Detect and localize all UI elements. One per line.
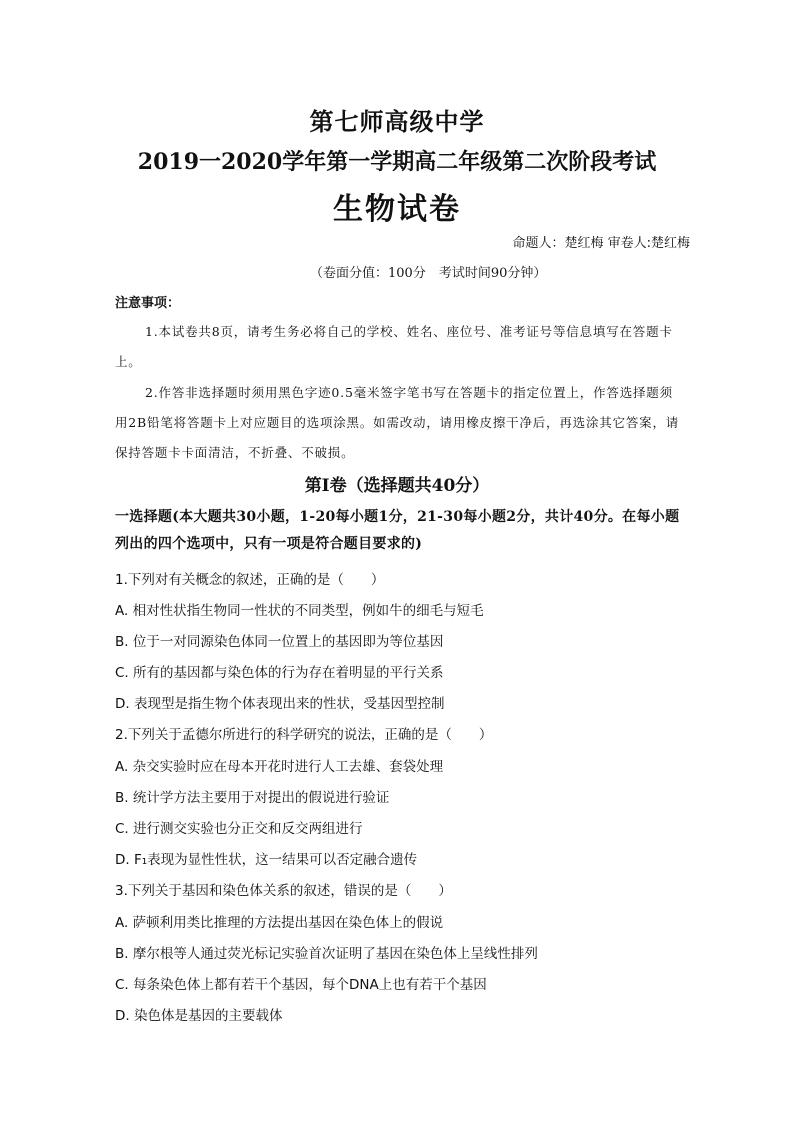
question-stem: 2.下列关于孟德尔所进行的科学研究的说法，正确的是（ ）	[115, 727, 493, 743]
exam-title: 2019一2020学年第一学期高二年级第二次阶段考试	[137, 149, 657, 175]
score-info: （卷面分值：100分 考试时间90分钟）	[310, 266, 547, 281]
notice-item-1: 1.本试卷共8页，请考生务必将自己的学校、姓名、座位号、准考证号等信息填写在答题卡上。	[115, 324, 673, 369]
question-option: D. F₁表现为显性性状，这一结果可以否定融合遗传	[115, 852, 418, 868]
part-title: 第Ⅰ卷（选择题共40分）	[304, 476, 490, 496]
question-option: D. 表现型是指生物个体表现出来的性状，受基因型控制	[115, 696, 445, 712]
question-stem: 3.下列关于基因和染色体关系的叙述，错误的是（ ）	[115, 883, 452, 899]
notice-title: 注意事项：	[115, 296, 181, 311]
question-option: C. 进行测交实验也分正交和反交两组进行	[115, 821, 363, 837]
question-stem: 1.下列对有关概念的叙述，正确的是（ ）	[115, 572, 385, 588]
notice-item-2: 2.作答非选择题时须用黑色字迹0.5毫米签字笔书写在答题卡的指定位置上，作答选择题须用2B铅笔将答题卡上对应题目的选项涂黑。如需改动，请用橡皮擦干净后，再选涂其它答案，请保持答题卡卡面清洁，不折叠、不破损。	[115, 385, 680, 460]
question-option: A. 杂交实验时应在母本开花时进行人工去雄、套袋处理	[115, 759, 444, 775]
school-name: 第七师高级中学	[309, 107, 485, 136]
question-option: B. 位于一对同源染色体同一位置上的基因即为等位基因	[115, 634, 444, 650]
question-option: D. 染色体是基因的主要载体	[115, 1008, 283, 1024]
subject-title: 生物试卷	[333, 192, 461, 227]
question-option: B. 摩尔根等人通过荧光标记实验首次证明了基因在染色体上呈线性排列	[115, 946, 538, 962]
part-instructions: 一选择题(本大题共30小题，1-20每小题1分，21-30每小题2分，共计40分。在每小题列出的四个选项中，只有一项是符合题目要求的)	[115, 509, 680, 552]
question-option: C. 每条染色体上都有若干个基因，每个DNA上也有若干个基因	[115, 977, 487, 993]
question-option: A. 相对性状指生物同一性状的不同类型，例如牛的细毛与短毛	[115, 603, 484, 619]
question-option: A. 萨顿利用类比推理的方法提出基因在染色体上的假说	[115, 915, 444, 931]
question-option: B. 统计学方法主要用于对提出的假说进行验证	[115, 790, 390, 806]
question-option: C. 所有的基因都与染色体的行为存在着明显的平行关系	[115, 665, 444, 681]
authors-line: 命题人：楚红梅 审卷人:楚红梅	[512, 236, 690, 251]
